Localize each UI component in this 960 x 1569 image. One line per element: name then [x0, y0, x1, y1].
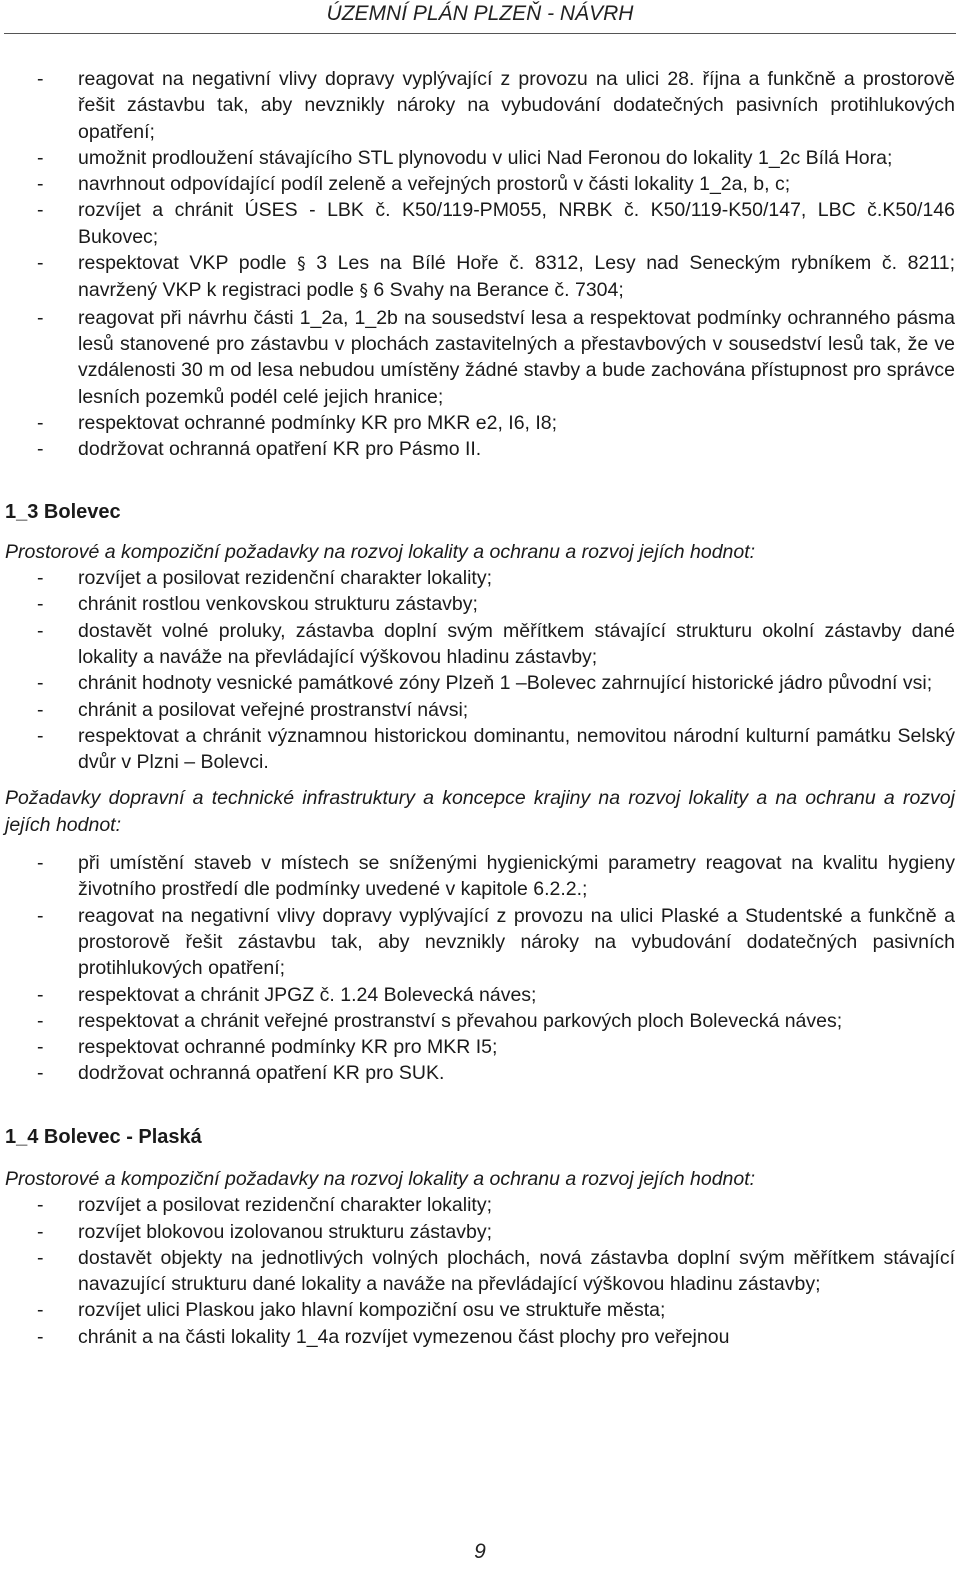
bullet-dash: -	[37, 306, 44, 329]
bullet-dash: -	[37, 1009, 44, 1032]
list-item-text: dostavět volné proluky, zástavba doplní svým měřítkem stávající strukturu okolní zástavby dané lokality a naváže na převládající výškovou hladinu zástavby;	[78, 619, 955, 668]
bullet-dash: -	[37, 619, 44, 642]
document-header-title: ÚZEMNÍ PLÁN PLZEŇ - NÁVRH	[326, 2, 634, 25]
list-item	[5, 250, 955, 305]
list-item-text: rozvíjet blokovou izolovanou strukturu zástavby;	[78, 1220, 493, 1243]
section-heading: 1_3 Bolevec	[5, 501, 121, 524]
list-item	[5, 1219, 955, 1245]
bullet-dash: -	[37, 411, 44, 434]
bullet-dash: -	[37, 698, 44, 721]
list-item-text: dodržovat ochranná opatření KR pro SUK.	[78, 1062, 445, 1085]
list-item	[5, 145, 955, 171]
bullet-list	[5, 1192, 955, 1350]
list-item	[5, 982, 955, 1008]
bullet-dash: -	[37, 1325, 44, 1348]
section-sign-icon: §	[297, 254, 306, 275]
list-item-text: rozvíjet a posilovat rezidenční charakter lokality;	[78, 1194, 493, 1217]
bullet-dash: -	[37, 1062, 44, 1085]
bullet-dash: -	[37, 199, 44, 222]
list-item-text: rozvíjet a posilovat rezidenční charakter lokality;	[78, 567, 493, 590]
list-item	[5, 1192, 955, 1218]
section-heading: 1_4 Bolevec - Plaská	[5, 1125, 202, 1148]
list-item-text: umožnit prodloužení stávajícího STL plynovodu v ulici Nad Feronou do lokality 1_2c Bílá Hora;	[78, 146, 893, 169]
bullet-list	[5, 850, 955, 1087]
list-item-text: při umístění staveb v místech se sníženými hygienickými parametry reagovat na kvalitu hygieny životního prostředí dle podmínky uvedené v kapitole 6.2.2.;	[78, 852, 955, 901]
top-bullet-list	[5, 66, 955, 462]
list-item	[5, 1060, 955, 1086]
bullet-dash: -	[37, 1299, 44, 1322]
bullet-dash: -	[37, 852, 44, 875]
list-item	[5, 1245, 955, 1298]
bullet-dash: -	[37, 173, 44, 196]
list-item	[5, 723, 955, 776]
list-item	[5, 670, 955, 696]
list-item-text: dostavět objekty na jednotlivých volných plochách, nová zástavba doplní svým měřítkem stávající navazující strukturu dané lokality a naváže na převládající výškovou hladinu zástavby;	[78, 1246, 955, 1296]
list-item	[5, 850, 955, 903]
list-item-text: 6 Svahy na Berance č. 7304;	[367, 279, 624, 302]
list-item-text: chránit rostlou venkovskou strukturu zástavby;	[78, 593, 478, 616]
list-item	[5, 66, 955, 145]
bullet-dash: -	[37, 146, 44, 169]
list-item-text: respektovat a chránit veřejné prostranství s převahou parkových ploch Bolevecká náves;	[78, 1009, 843, 1032]
list-item	[5, 305, 955, 410]
bullet-list	[5, 565, 955, 775]
bullet-dash: -	[37, 593, 44, 616]
bullet-dash: -	[37, 1194, 44, 1217]
list-item-text: chránit a posilovat veřejné prostranství návsi;	[78, 698, 469, 721]
list-item-text: respektovat VKP podle	[78, 252, 298, 275]
list-item-text: respektovat ochranné podmínky KR pro MKR I5;	[78, 1036, 498, 1059]
list-item	[5, 591, 955, 617]
list-item	[5, 565, 955, 591]
document-body	[5, 66, 955, 1350]
section-sign-icon: §	[359, 281, 368, 302]
section-intro: Prostorové a kompoziční požadavky na rozvoj lokality a ochranu a rozvoj jejích hodnot:	[5, 1167, 756, 1190]
list-item-text: rozvíjet ulici Plaskou jako hlavní kompoziční osu ve struktuře města;	[78, 1299, 666, 1322]
bullet-dash: -	[37, 1246, 44, 1269]
list-item	[5, 1297, 955, 1323]
list-item	[5, 171, 955, 197]
page-number: 9	[474, 1540, 486, 1563]
bullet-dash: -	[37, 904, 44, 927]
bullet-dash: -	[37, 68, 44, 90]
list-item	[5, 903, 955, 982]
list-item	[5, 436, 955, 462]
header-divider	[4, 33, 956, 34]
list-item	[5, 697, 955, 723]
bullet-dash: -	[37, 252, 44, 275]
bullet-dash: -	[37, 672, 44, 695]
bullet-dash: -	[37, 567, 44, 590]
list-item-text: chránit hodnoty vesnické památkové zóny Plzeň 1 –Bolevec zahrnující historické jádro původní vsi;	[78, 672, 933, 695]
bullet-dash: -	[37, 1220, 44, 1243]
list-item	[5, 618, 955, 671]
list-item	[5, 1324, 955, 1350]
bullet-dash: -	[37, 983, 44, 1006]
bullet-dash: -	[37, 1036, 44, 1059]
list-item	[5, 1034, 955, 1060]
list-item-text: dodržovat ochranná opatření KR pro Pásmo II.	[78, 438, 482, 461]
list-item-text: respektovat ochranné podmínky KR pro MKR e2, I6, I8;	[78, 411, 558, 434]
list-item-text: chránit a na části lokality 1_4a rozvíjet vymezenou část plochy pro veřejnou	[78, 1325, 730, 1348]
section-intro: Požadavky dopravní a technické infrastruktury a koncepce krajiny na rozvoj lokality a na ochranu a rozvoj jejích hodnot:	[5, 787, 955, 836]
list-item-text: respektovat a chránit JPGZ č. 1.24 Bolevecká náves;	[78, 983, 537, 1006]
list-item-text: 3 Les na Bílé Hoře č. 8312, Lesy nad Seneckým rybníkem č. 8211; navržený VKP k registraci podle	[78, 252, 956, 302]
list-item-text: reagovat na negativní vlivy dopravy vyplývající z provozu na ulici Plaské a Studentské a funkčně a prostorově řešit zástavbu tak, aby nevznikly nároky na vybudování dodatečných pasivních protihlukových opatření;	[78, 904, 955, 980]
bullet-dash: -	[37, 438, 44, 461]
list-item	[5, 410, 955, 436]
list-item-text: rozvíjet a chránit ÚSES - LBK č. K50/119-PM055, NRBK č. K50/119-K50/147, LBC č.K50/146 Bukovec;	[78, 199, 955, 248]
list-item-text: respektovat a chránit významnou historickou dominantu, nemovitou národní kulturní památku Selský dvůr v Plzni – Bolevci.	[78, 724, 955, 774]
section-intro: Prostorové a kompoziční požadavky na rozvoj lokality a ochranu a rozvoj jejích hodnot:	[5, 540, 756, 563]
list-item	[5, 197, 955, 250]
list-item-text: navrhnout odpovídající podíl zeleně a veřejných prostorů v části lokality 1_2a, b, c;	[78, 173, 791, 196]
list-item-text: reagovat na negativní vlivy dopravy vyplývající z provozu na ulici 28. října a funkčně a prostorově řešit zástavbu tak, aby nevznikly nároky na vybudování dodatečných pasivních protihlukových opatření;	[78, 68, 955, 143]
bullet-dash: -	[37, 724, 44, 747]
list-item	[5, 1008, 955, 1034]
list-item-text: reagovat při návrhu části 1_2a, 1_2b na sousedství lesa a respektovat podmínky ochranného pásma lesů stanovené pro zástavbu v plochách zastavitelných a přestavbových v sousedství lesů tak, že ve vzdálenosti 30 m od lesa nebudou umístěny žádné stavby a bude zachována přístupnost pro správce lesních pozemků podél celé jejich hranice;	[78, 306, 955, 408]
